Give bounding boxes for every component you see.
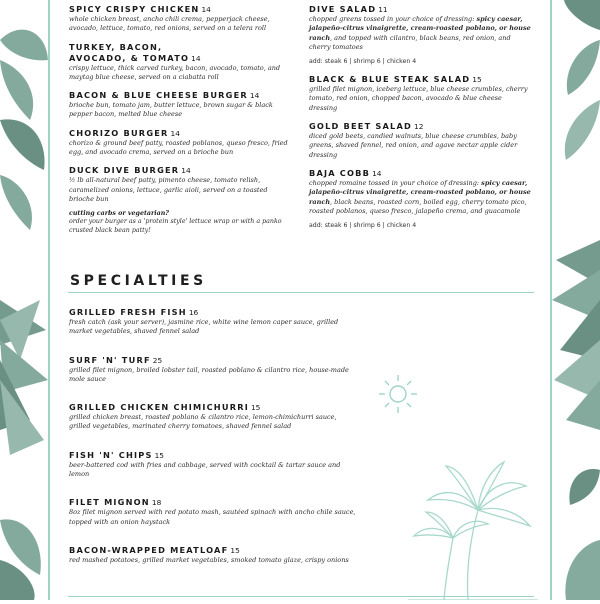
menu-item xyxy=(309,121,531,160)
menu-item xyxy=(69,42,291,83)
item-price: 14 xyxy=(249,91,260,101)
menu-page xyxy=(48,0,552,600)
item-description xyxy=(309,179,531,216)
item-description: chorizo & ground beef patty, roasted poblanos, queso fresco, fried egg, and avocado crema, served on a brioche bun xyxy=(69,138,288,157)
description-text: chopped greens tossed in your choice of dressing: xyxy=(309,15,477,23)
menu-item xyxy=(69,4,291,34)
description-text: chopped romaine tossed in your choice of dressing: xyxy=(309,178,482,187)
item-name: SURF 'N' TURF xyxy=(69,354,151,365)
item-price: 15 xyxy=(154,450,164,460)
item-description xyxy=(309,15,531,52)
item-description: diced gold beets, candied walnuts, blue cheese crumbles, baby greens, shaved fennel, red onion, and agave nectar apple cider dressing xyxy=(309,132,518,159)
palm-tree-icon xyxy=(408,460,538,604)
carbs-note-title: cutting carbs or vegetarian? xyxy=(69,210,169,218)
item-name: FILET MIGNON xyxy=(69,497,150,508)
item-description: beer-battered cod with fries and cabbage, served with cocktail & tartar sauce and lemon xyxy=(69,460,341,479)
dressing-options: spicy caesar, jalapeño-citrus vinaigrette, cream-roasted poblano, or house ranch xyxy=(309,15,531,42)
item-name: CHORIZO BURGER xyxy=(69,127,169,138)
item-price: 18 xyxy=(151,498,162,508)
specialty-item xyxy=(69,497,359,527)
item-description: fresh catch (ask your server), jasmine rice, white wine lemon caper sauce, grilled market vegetables, shaved fennel salad xyxy=(69,318,339,336)
item-description: crispy lettuce, thick carved turkey, bacon, avocado, tomato, and maytag blue cheese, served on a ciabatta roll xyxy=(69,63,281,81)
item-name: BACON & BLUE CHEESE BURGER xyxy=(69,90,248,101)
description-text: , black beans, roasted corn, boiled egg, cherry tomato pico, roasted poblanos, queso fresco, jalapeño crema, and guacamole xyxy=(309,197,527,215)
specialty-item xyxy=(69,450,359,480)
menu-item xyxy=(69,165,291,204)
item-name: DIVE SALAD xyxy=(309,4,377,14)
item-name: DUCK DIVE BURGER xyxy=(69,165,180,176)
item-price: 16 xyxy=(188,308,199,317)
item-price: 14 xyxy=(201,5,211,14)
item-description: grilled chicken breast, roasted poblano & cilantro rice, lemon-chimichurri sauce, grilled vegetables, marinated cherry tomatoes, shaved fennel salad xyxy=(69,413,337,431)
item-description: brioche bun, tomato jam, butter lettuce, brown sugar & black pepper bacon, melted blue cheese xyxy=(69,101,273,119)
menu-item xyxy=(309,4,531,52)
item-name: GRILLED FRESH FISH xyxy=(69,307,187,317)
add-on-options: add: steak 6 | shrimp 6 | chicken 4 xyxy=(309,222,417,230)
specialty-item xyxy=(69,355,359,385)
menu-item xyxy=(69,90,291,120)
item-price: 15 xyxy=(250,403,261,413)
item-price: 14 xyxy=(372,168,382,178)
item-description: whole chicken breast, ancho chili crema, pepperjack cheese, avocado, lettuce, tomato, red onions, served on a telera roll xyxy=(69,15,270,33)
item-price: 15 xyxy=(472,75,482,85)
item-name: BAJA COBB xyxy=(309,167,371,178)
right-leaf-border xyxy=(552,0,600,600)
item-price: 11 xyxy=(378,5,388,14)
item-description: grilled filet mignon, iceberg lettuce, blue cheese crumbles, cherry tomato, red onion, chopped bacon, avocado & blue cheese dressing xyxy=(309,85,528,112)
salads-column xyxy=(309,4,531,238)
menu-item xyxy=(69,128,291,158)
item-name: FISH 'N' CHIPS xyxy=(69,449,153,460)
item-price: 14 xyxy=(191,53,201,63)
left-leaf-border xyxy=(0,0,48,600)
specialty-item xyxy=(69,307,359,337)
item-description: grilled filet mignon, broiled lobster tail, roasted poblano & cilantro rice, house-made mole sauce xyxy=(69,365,349,383)
item-name-line2: AVOCADO, & TOMATO xyxy=(69,52,190,63)
specialty-item xyxy=(69,402,359,432)
item-name: BLACK & BLUE STEAK SALAD xyxy=(309,74,471,85)
description-text: , and topped with cilantro, black beans, red onion, and cherry tomatoes xyxy=(309,33,511,51)
carbs-note-text: order your burger as a 'protein style' lettuce wrap or with a panko crusted black bean patty! xyxy=(69,218,282,235)
item-name: BACON-WRAPPED MEATLOAF xyxy=(69,544,229,555)
sandwiches-column xyxy=(69,4,291,235)
item-price: 14 xyxy=(170,128,180,138)
item-name: SPICY CRISPY CHICKEN xyxy=(69,4,200,14)
item-price: 14 xyxy=(181,166,191,176)
menu-item xyxy=(309,74,531,113)
item-description: red mashed potatoes, grilled market vegetables, smoked tomato glaze, crispy onions xyxy=(69,555,349,564)
item-name: GRILLED CHICKEN CHIMICHURRI xyxy=(69,402,249,413)
specialties-heading: SPECIALTIES xyxy=(70,273,207,289)
specialty-item xyxy=(69,545,359,565)
add-on-options: add: steak 6 | shrimp 6 | chicken 4 xyxy=(309,58,417,66)
specialties-list xyxy=(69,307,359,565)
item-price: 25 xyxy=(152,355,163,365)
item-price: 12 xyxy=(414,122,424,132)
section-divider xyxy=(68,292,534,293)
item-description: 8oz filet mignon served with red potato mash, sautéed spinach with ancho chile sauce, topped with an onion haystack xyxy=(69,508,356,526)
item-name: GOLD BEET SALAD xyxy=(309,121,412,132)
menu-item xyxy=(309,168,531,216)
dressing-options: spicy caesar, jalapeño-citrus vinaigrette, cream-roasted poblano, or house ranch xyxy=(309,178,531,206)
item-description: ½ lb all-natural beef patty, pimento cheese, tomato relish, caramelized onions, lettuce, garlic aioli, served on a toasted brioche bun xyxy=(69,176,268,203)
item-price: 15 xyxy=(230,545,240,555)
sun-icon xyxy=(376,372,420,420)
bottom-divider xyxy=(68,596,534,597)
item-name: TURKEY, BACON, xyxy=(69,41,163,52)
